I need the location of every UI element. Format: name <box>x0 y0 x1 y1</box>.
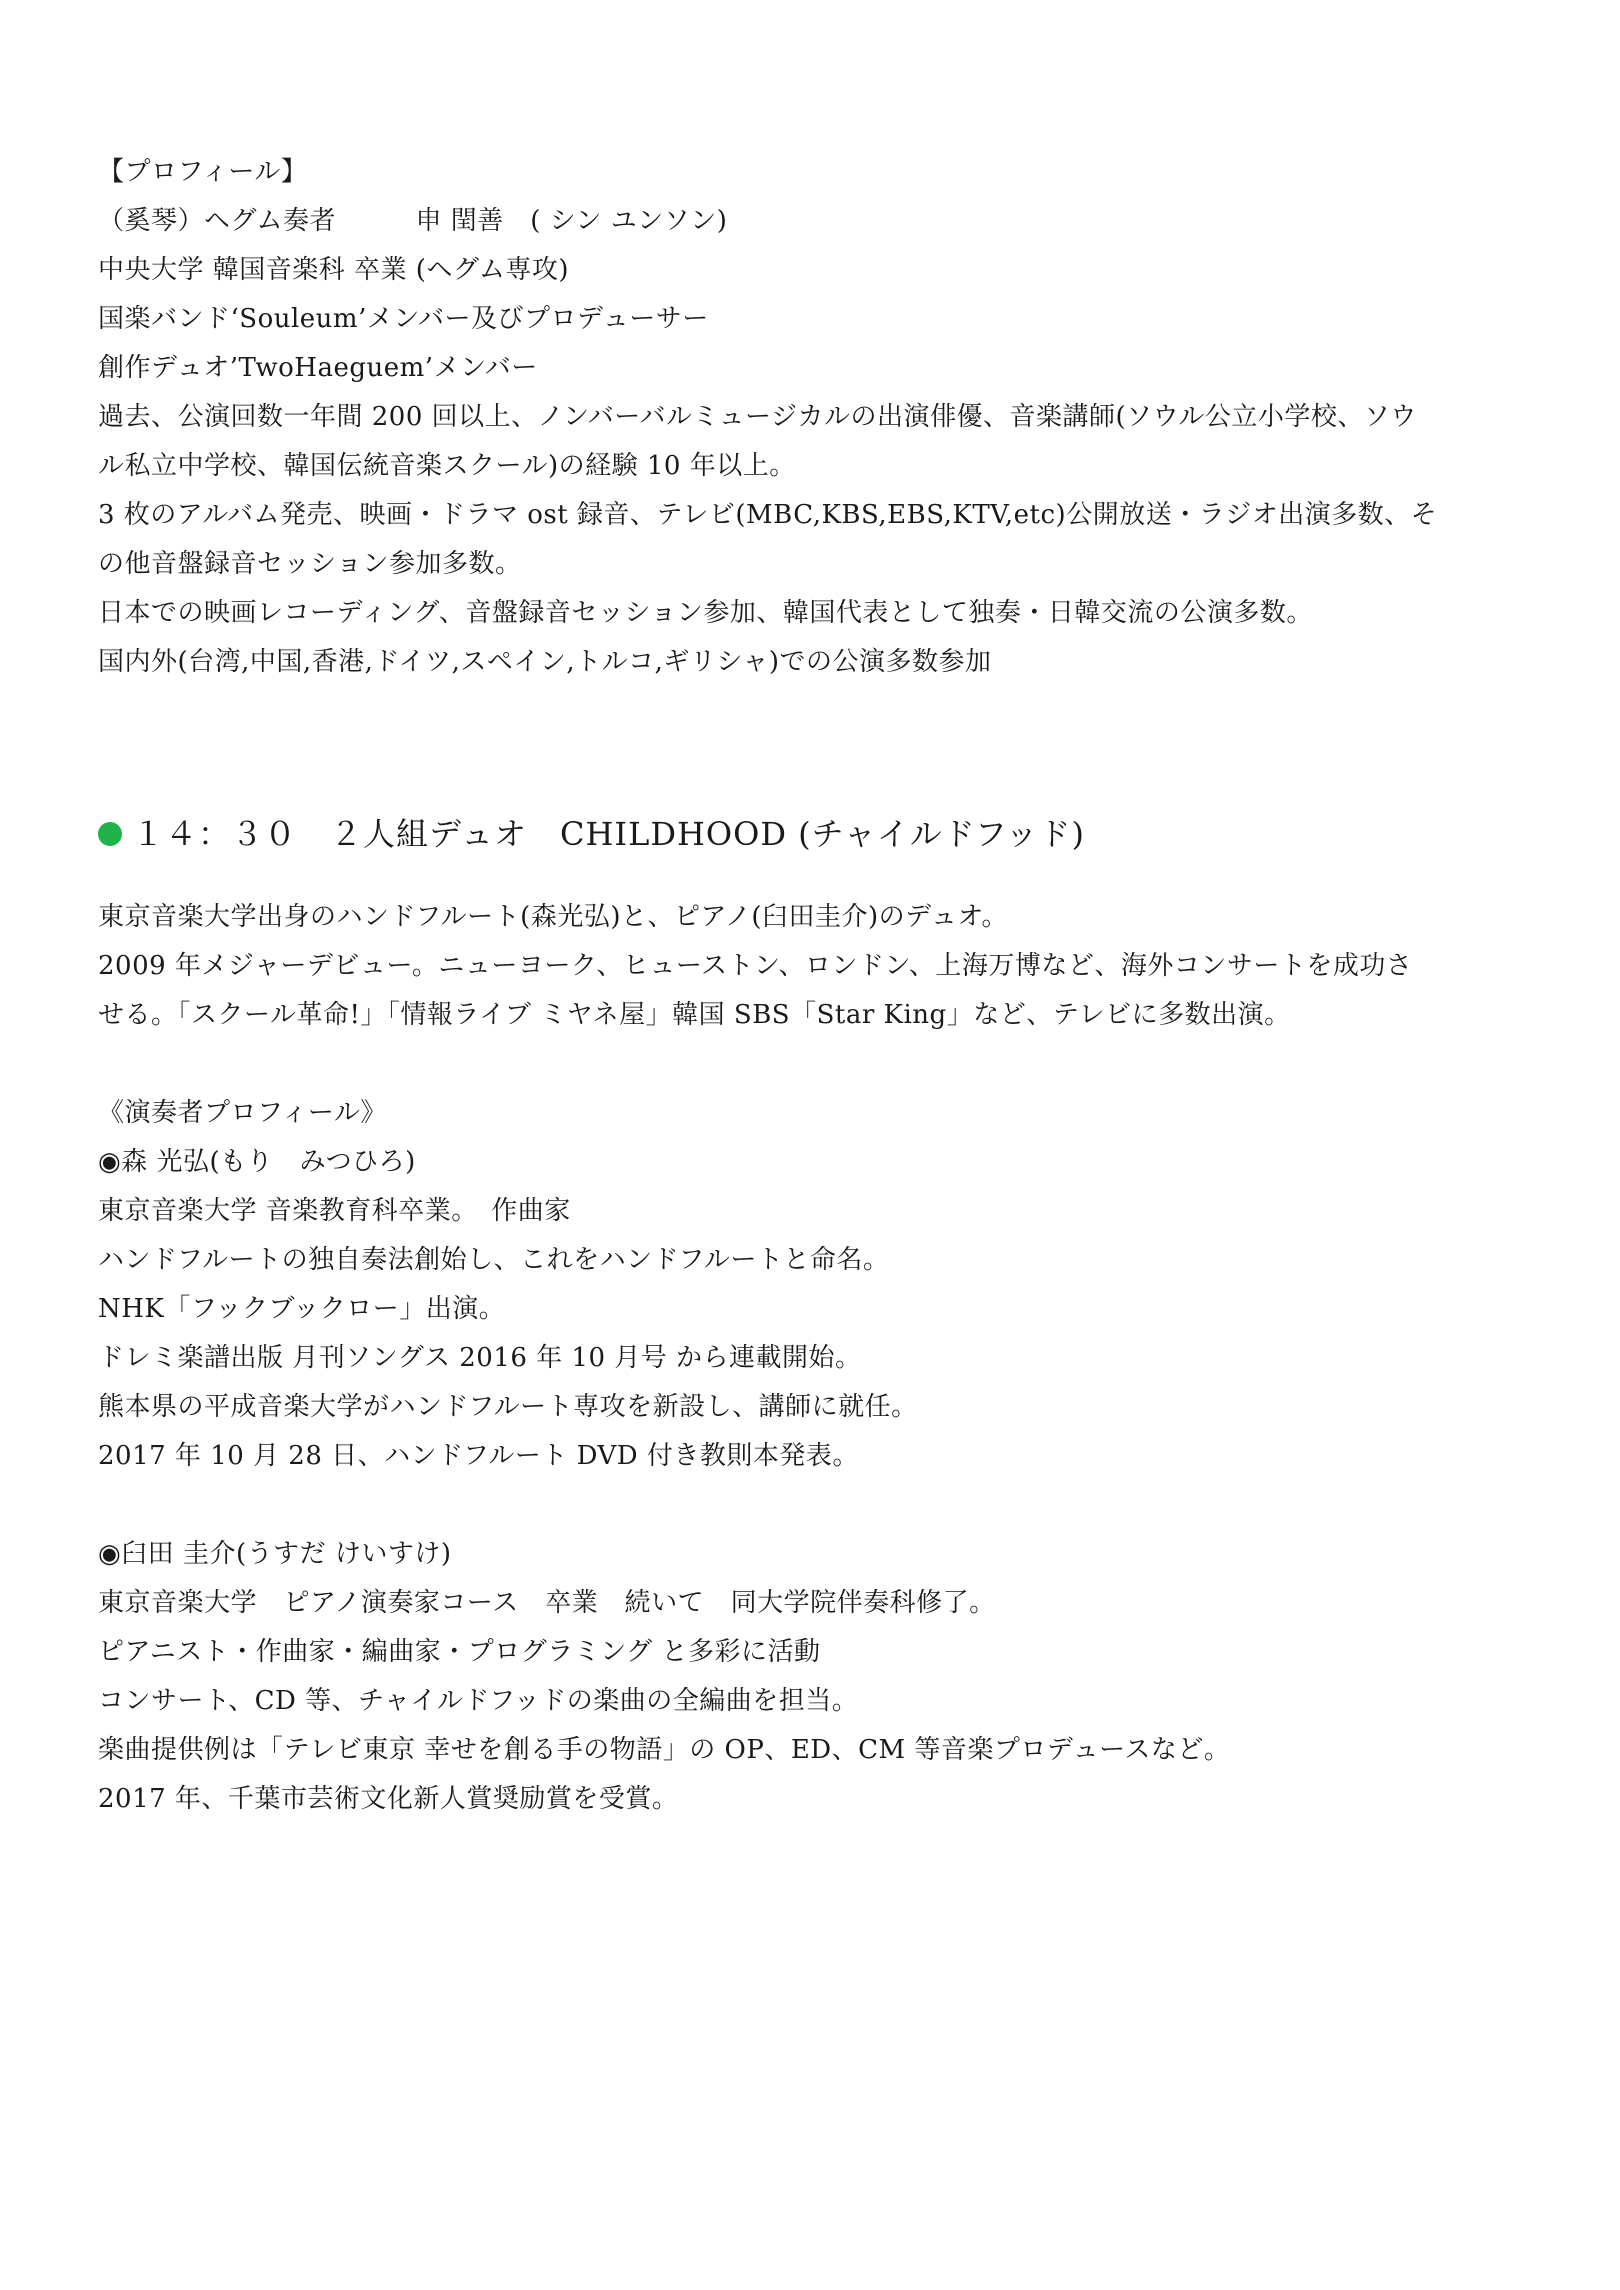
section-heading <box>98 799 1538 869</box>
profile-line: ル私立中学校、韓国伝統音楽スクール)の経験 10 年以上。 <box>98 451 796 481</box>
performer-usuda <box>98 1530 1538 1824</box>
intro-line: 2009 年メジャーデビュー。ニューヨーク、ヒューストン、ロンドン、上海万博など、海外コンサートを成功さ <box>98 951 1413 981</box>
performer-detail: NHK「フックブックロー」出演。 <box>98 1294 506 1324</box>
childhood-section <box>98 799 1538 1824</box>
section-heading-text: １４：３０ ２人組デュオ CHILDHOOD (チャイルドフッド) <box>132 815 1085 853</box>
performer-detail: 東京音楽大学 ピアノ演奏家コース 卒業 続いて 同大学院伴奏科修了。 <box>98 1588 996 1618</box>
performer-detail: 熊本県の平成音楽大学がハンドフルート専攻を新設し、講師に就任。 <box>98 1392 918 1422</box>
performer-detail: ドレミ楽譜出版 月刊ソングス 2016 年 10 月号 から連載開始。 <box>98 1343 862 1373</box>
profile-line: 創作デュオ’TwoHaeguem’メンバー <box>98 353 538 383</box>
haegeum-profile-section <box>98 148 1538 687</box>
performer-detail: 楽曲提供例は「テレビ東京 幸せを創る手の物語」の OP、ED、CM 等音楽プロデュースなど。 <box>98 1735 1231 1765</box>
performer-detail: ハンドフルートの独自奏法創始し、これをハンドフルートと命名。 <box>98 1245 890 1275</box>
profile-line: 国内外(台湾,中国,香港,ドイツ,スペイン,トルコ,ギリシャ)での公演多数参加 <box>98 647 992 677</box>
profile-line: 中央大学 韓国音楽科 卒業 (ヘグム専攻) <box>98 255 570 285</box>
performer-detail: 東京音楽大学 音楽教育科卒業。 作曲家 <box>98 1196 571 1226</box>
profile-line: 過去、公演回数一年間 200 回以上、ノンバーバルミュージカルの出演俳優、音楽講師(ソウル公立小学校、ソウ <box>98 402 1417 432</box>
profile-line: 国楽バンド‘Souleum’メンバー及びプロデューサー <box>98 304 709 334</box>
performer-detail: 2017 年、千葉市芸術文化新人賞奨励賞を受賞。 <box>98 1784 679 1814</box>
performer-name-line: （奚琴）ヘグム奏者 申 閏善 ( シン ユンソン) <box>98 206 728 236</box>
performer-name: ◉臼田 圭介(うすだ けいすけ) <box>98 1539 452 1569</box>
document-page <box>98 148 1538 1824</box>
performer-detail: ピアニスト・作曲家・編曲家・プログラミング と多彩に活動 <box>98 1637 821 1667</box>
performer-name: ◉森 光弘(もり みつひろ) <box>98 1147 416 1177</box>
performer-detail: 2017 年 10 月 28 日、ハンドフルート DVD 付き教則本発表。 <box>98 1441 859 1471</box>
profile-line: の他音盤録音セッション参加多数。 <box>98 549 522 579</box>
intro-line: 東京音楽大学出身のハンドフルート(森光弘)と、ピアノ(臼田圭介)のデュオ。 <box>98 902 1009 932</box>
intro-line: せる。「スクール革命!」「情報ライブ ミヤネ屋」韓国 SBS「Star King」など、テレビに多数出演。 <box>98 1000 1291 1030</box>
profile-header: 【プロフィール】 <box>98 157 308 187</box>
performer-mori <box>98 1138 1538 1481</box>
profile-line: 日本での映画レコーディング、音盤録音セッション参加、韓国代表として独奏・日韓交流の公演多数。 <box>98 598 1313 628</box>
performer-profile-title: 《演奏者プロフィール》 <box>98 1098 387 1128</box>
green-bullet-icon <box>98 822 122 846</box>
profile-line: 3 枚のアルバム発売、映画・ドラマ ost 録音、テレビ(MBC,KBS,EBS,KTV,etc)公開放送・ラジオ出演多数、そ <box>98 500 1438 530</box>
performer-detail: コンサート、CD 等、チャイルドフッドの楽曲の全編曲を担当。 <box>98 1686 859 1716</box>
